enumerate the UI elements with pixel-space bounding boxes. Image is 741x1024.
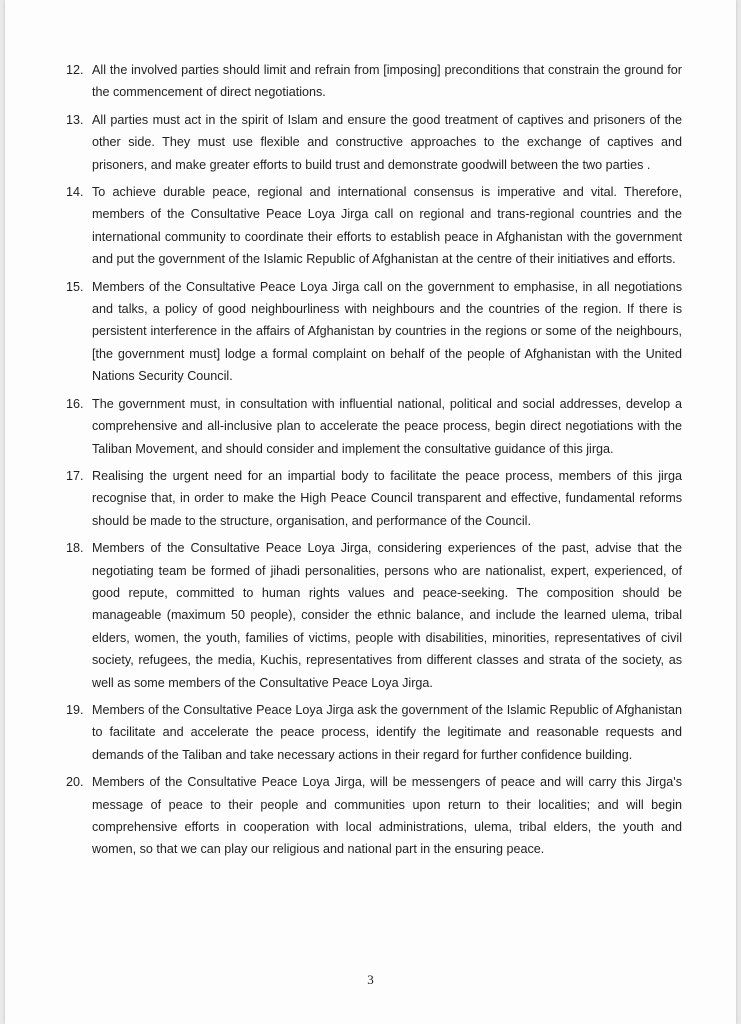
item-text: Members of the Consultative Peace Loya Jirga ask the government of the Islamic Republic of Afghanistan to facilitate and accelerate the peace process, identify the legitimate and reasonable requests and demands of the Taliban and take necessary actions in their regard for further confidence building. bbox=[92, 702, 682, 762]
item-number: 17. bbox=[66, 468, 84, 483]
list-item-14 bbox=[66, 181, 682, 271]
item-text: The government must, in consultation with influential national, political and social addresses, develop a comprehensive and all-inclusive plan to accelerate the peace process, begin direct negotiations with the Taliban Movement, and should consider and implement the consultative guidance of this jirga. bbox=[92, 396, 682, 456]
item-text: All the involved parties should limit and refrain from [imposing] preconditions that constrain the ground for the commencement of direct negotiations. bbox=[92, 63, 682, 100]
list-item-12 bbox=[66, 59, 682, 104]
list-item-20 bbox=[66, 771, 682, 861]
item-text: All parties must act in the spirit of Islam and ensure the good treatment of captives and prisoners of the other side. They must use flexible and constructive approaches to the exchange of captives and prisoners, and make greater efforts to build trust and demonstrate goodwill between the two parties . bbox=[92, 112, 682, 172]
list-item-19 bbox=[66, 699, 682, 766]
item-number: 13. bbox=[66, 112, 84, 127]
item-text: Members of the Consultative Peace Loya Jirga call on the government to emphasise, in all negotiations and talks, a policy of good neighbourliness with neighbours and the countries of the region. If there is persistent interference in the affairs of Afghanistan by countries in the regions or some of the neighbours, [the government must] lodge a formal complaint on behalf of the people of Afghanistan with the United Nations Security Council. bbox=[92, 279, 682, 384]
item-text: Members of the Consultative Peace Loya Jirga, considering experiences of the past, advise that the negotiating team be formed of jihadi personalities, persons who are nationalist, expert, experienced, of good repute, committed to human rights values and peace-seeking. The composition should be manageable (maximum 50 people), consider the ethnic balance, and include the learned ulema, tribal elders, women, the youth, families of victims, people with disabilities, minorities, representatives of civil society, refugees, the media, Kuchis, representatives from different classes and strata of the society, as well as some members of the Consultative Peace Loya Jirga. bbox=[92, 541, 682, 690]
list-item-15 bbox=[66, 276, 682, 388]
document-page bbox=[5, 0, 736, 1024]
item-number: 20. bbox=[66, 775, 84, 790]
item-number: 16. bbox=[66, 396, 84, 411]
list-item-18 bbox=[66, 537, 682, 694]
numbered-list bbox=[66, 59, 682, 866]
item-number: 14. bbox=[66, 185, 84, 200]
item-text: To achieve durable peace, regional and international consensus is imperative and vital. Therefore, members of the Consultative Peace Loya Jirga call on regional and trans-regional countries and the international community to coordinate their efforts to establish peace in Afghanistan with the government and put the government of the Islamic Republic of Afghanistan at the centre of their initiatives and efforts. bbox=[92, 185, 682, 267]
item-number: 18. bbox=[66, 541, 84, 556]
page-number: 3 bbox=[367, 972, 374, 987]
item-number: 19. bbox=[66, 702, 84, 717]
item-number: 12. bbox=[66, 63, 84, 77]
list-item-16 bbox=[66, 393, 682, 460]
list-item-13 bbox=[66, 109, 682, 176]
item-number: 15. bbox=[66, 279, 84, 294]
item-text: Members of the Consultative Peace Loya Jirga, will be messengers of peace and will carry this Jirga's message of peace to their people and communities upon return to their localities; and will begin comprehensive efforts in cooperation with local administrations, ulema, tribal elders, the youth and women, so that we can play our religious and national part in the ensuring peace. bbox=[92, 775, 682, 857]
list-item-17 bbox=[66, 465, 682, 532]
item-text: Realising the urgent need for an impartial body to facilitate the peace process, members of this jirga recognise that, in order to make the High Peace Council transparent and effective, fundamental reforms should be made to the structure, organisation, and performance of the Council. bbox=[92, 468, 682, 528]
